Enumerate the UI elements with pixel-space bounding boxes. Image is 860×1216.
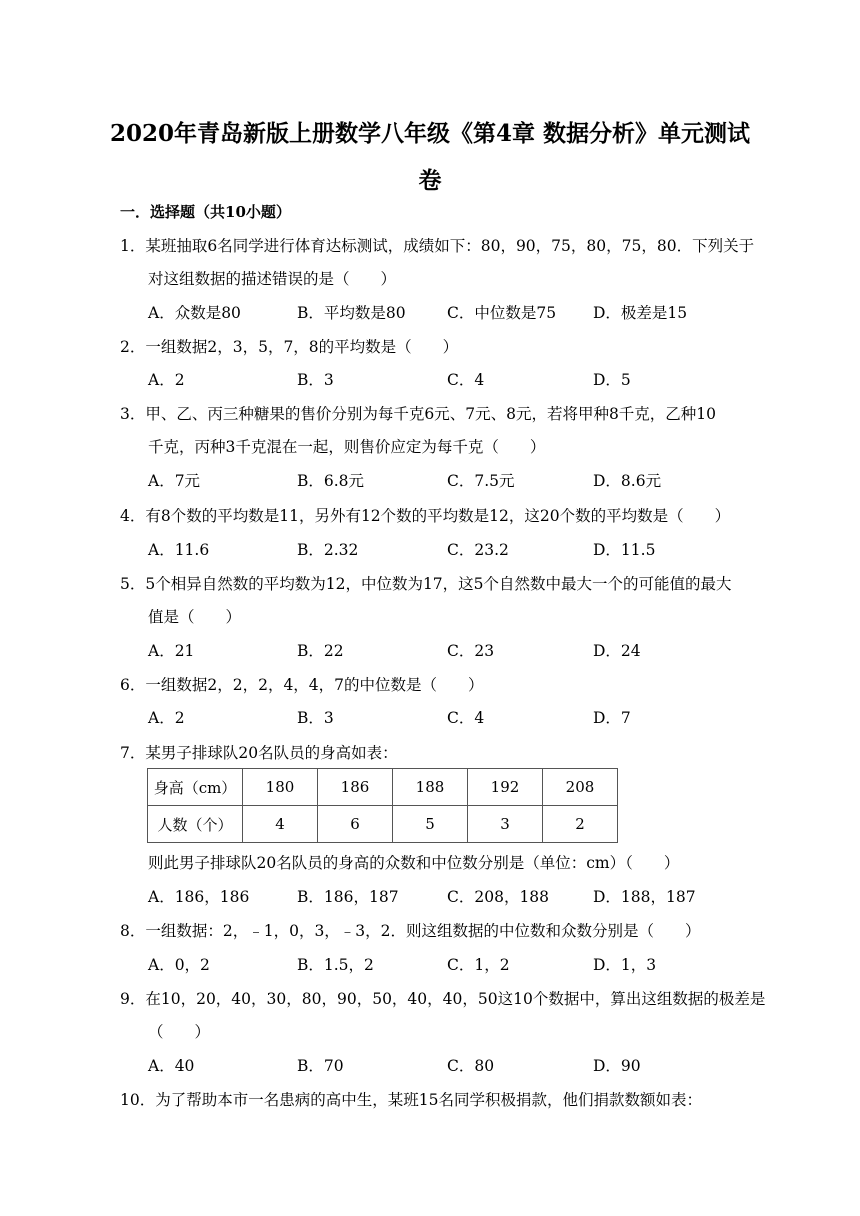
table-cell: 4 xyxy=(243,806,318,843)
table-cell: 186 xyxy=(318,769,393,806)
question-4-option-a: A．11.6 xyxy=(148,541,210,559)
question-8-option-b: B．1.5，2 xyxy=(297,956,374,974)
question-1-text: 1．某班抽取6名同学进行体育达标测试，成绩如下：80，90，75，80，75，80．下列关于 xyxy=(120,237,755,255)
table-cell: 5 xyxy=(393,806,468,843)
question-9-option-b: B．70 xyxy=(297,1057,344,1075)
section-heading: 一．选择题（共10小题） xyxy=(120,203,291,221)
question-4-option-d: D．11.5 xyxy=(593,541,656,559)
question-9-option-a: A．40 xyxy=(148,1057,195,1075)
question-3-option-d: D．8.6元 xyxy=(593,472,662,490)
question-3-text: 3．甲、乙、丙三种糖果的售价分别为每千克6元、7元、8元，若将甲种8千克，乙种10 xyxy=(120,405,717,423)
table-cell: 6 xyxy=(318,806,393,843)
question-7-text-cont: 则此男子排球队20名队员的身高的众数和中位数分别是（单位：cm）（ ） xyxy=(148,854,680,872)
question-8-option-c: C．1，2 xyxy=(447,956,510,974)
question-5-option-d: D．24 xyxy=(593,642,641,660)
question-3-option-b: B．6.8元 xyxy=(297,472,365,490)
question-2-option-a: A．2 xyxy=(148,371,185,389)
table-header-cell: 身高（cm） xyxy=(148,769,243,806)
table-row xyxy=(148,806,618,843)
question-6-option-b: B．3 xyxy=(297,709,334,727)
table-cell: 3 xyxy=(468,806,543,843)
question-7-text: 7．某男子排球队20名队员的身高如表： xyxy=(120,744,398,762)
question-5-option-a: A．21 xyxy=(148,642,195,660)
question-7-option-c: C．208，188 xyxy=(447,888,550,906)
question-8-option-d: D．1，3 xyxy=(593,956,657,974)
question-5-text: 5．5个相异自然数的平均数为12，中位数为17，这5个自然数中最大一个的可能值的最大 xyxy=(120,575,732,593)
question-8-text: 8．一组数据：2，﹣1，0，3，﹣3，2．则这组数据的中位数和众数分别是（ ） xyxy=(120,922,701,940)
question-6-option-c: C．4 xyxy=(447,709,485,727)
question-1-option-b: B．平均数是80 xyxy=(297,304,406,322)
question-10-text: 10．为了帮助本市一名患病的高中生，某班15名同学积极捐款，他们捐款数额如表： xyxy=(120,1091,702,1109)
question-2-option-b: B．3 xyxy=(297,371,334,389)
table-cell: 2 xyxy=(543,806,618,843)
question-7-option-b: B．186，187 xyxy=(297,888,399,906)
question-6-option-d: D．7 xyxy=(593,709,631,727)
table-header-cell: 人数（个） xyxy=(148,806,243,843)
page-title: 2020年青岛新版上册数学八年级《第4章 数据分析》单元测试卷 xyxy=(109,120,751,194)
question-9-option-c: C．80 xyxy=(447,1057,495,1075)
question-2-option-d: D．5 xyxy=(593,371,631,389)
question-3-option-a: A．7元 xyxy=(148,472,201,490)
question-9-text-cont: （ ） xyxy=(148,1023,211,1041)
question-4-text: 4．有8个数的平均数是11，另外有12个数的平均数是12，这20个数的平均数是（ ） xyxy=(120,507,731,525)
question-4-option-c: C．23.2 xyxy=(447,541,509,559)
table-cell: 208 xyxy=(543,769,618,806)
table-row xyxy=(148,769,618,806)
question-1-text-cont: 对这组数据的描述错误的是（ ） xyxy=(148,270,397,288)
question-6-text: 6．一组数据2，2，2，4，4，7的中位数是（ ） xyxy=(120,676,484,694)
table-cell: 192 xyxy=(468,769,543,806)
question-7-option-a: A．186，186 xyxy=(148,888,250,906)
question-1-option-a: A．众数是80 xyxy=(148,304,241,322)
question-5-option-c: C．23 xyxy=(447,642,495,660)
question-3-option-c: C．7.5元 xyxy=(447,472,515,490)
question-7-option-d: D．188，187 xyxy=(593,888,696,906)
question-3-text-cont: 千克，丙种3千克混在一起，则售价应定为每千克（ ） xyxy=(148,438,546,456)
question-2-text: 2．一组数据2，3，5，7，8的平均数是（ ） xyxy=(120,338,459,356)
table-cell: 180 xyxy=(243,769,318,806)
table-cell: 188 xyxy=(393,769,468,806)
question-5-option-b: B．22 xyxy=(297,642,344,660)
question-6-option-a: A．2 xyxy=(148,709,185,727)
question-4-option-b: B．2.32 xyxy=(297,541,359,559)
question-9-option-d: D．90 xyxy=(593,1057,641,1075)
height-table xyxy=(147,768,618,843)
question-1-option-c: C．中位数是75 xyxy=(447,304,557,322)
question-5-text-cont: 值是（ ） xyxy=(148,608,242,626)
question-9-text: 9．在10，20，40，30，80，90，50，40，40，50这10个数据中，算出这组数据的极差是 xyxy=(120,990,766,1008)
question-1-option-d: D．极差是15 xyxy=(593,304,688,322)
question-2-option-c: C．4 xyxy=(447,371,485,389)
question-8-option-a: A．0，2 xyxy=(148,956,210,974)
